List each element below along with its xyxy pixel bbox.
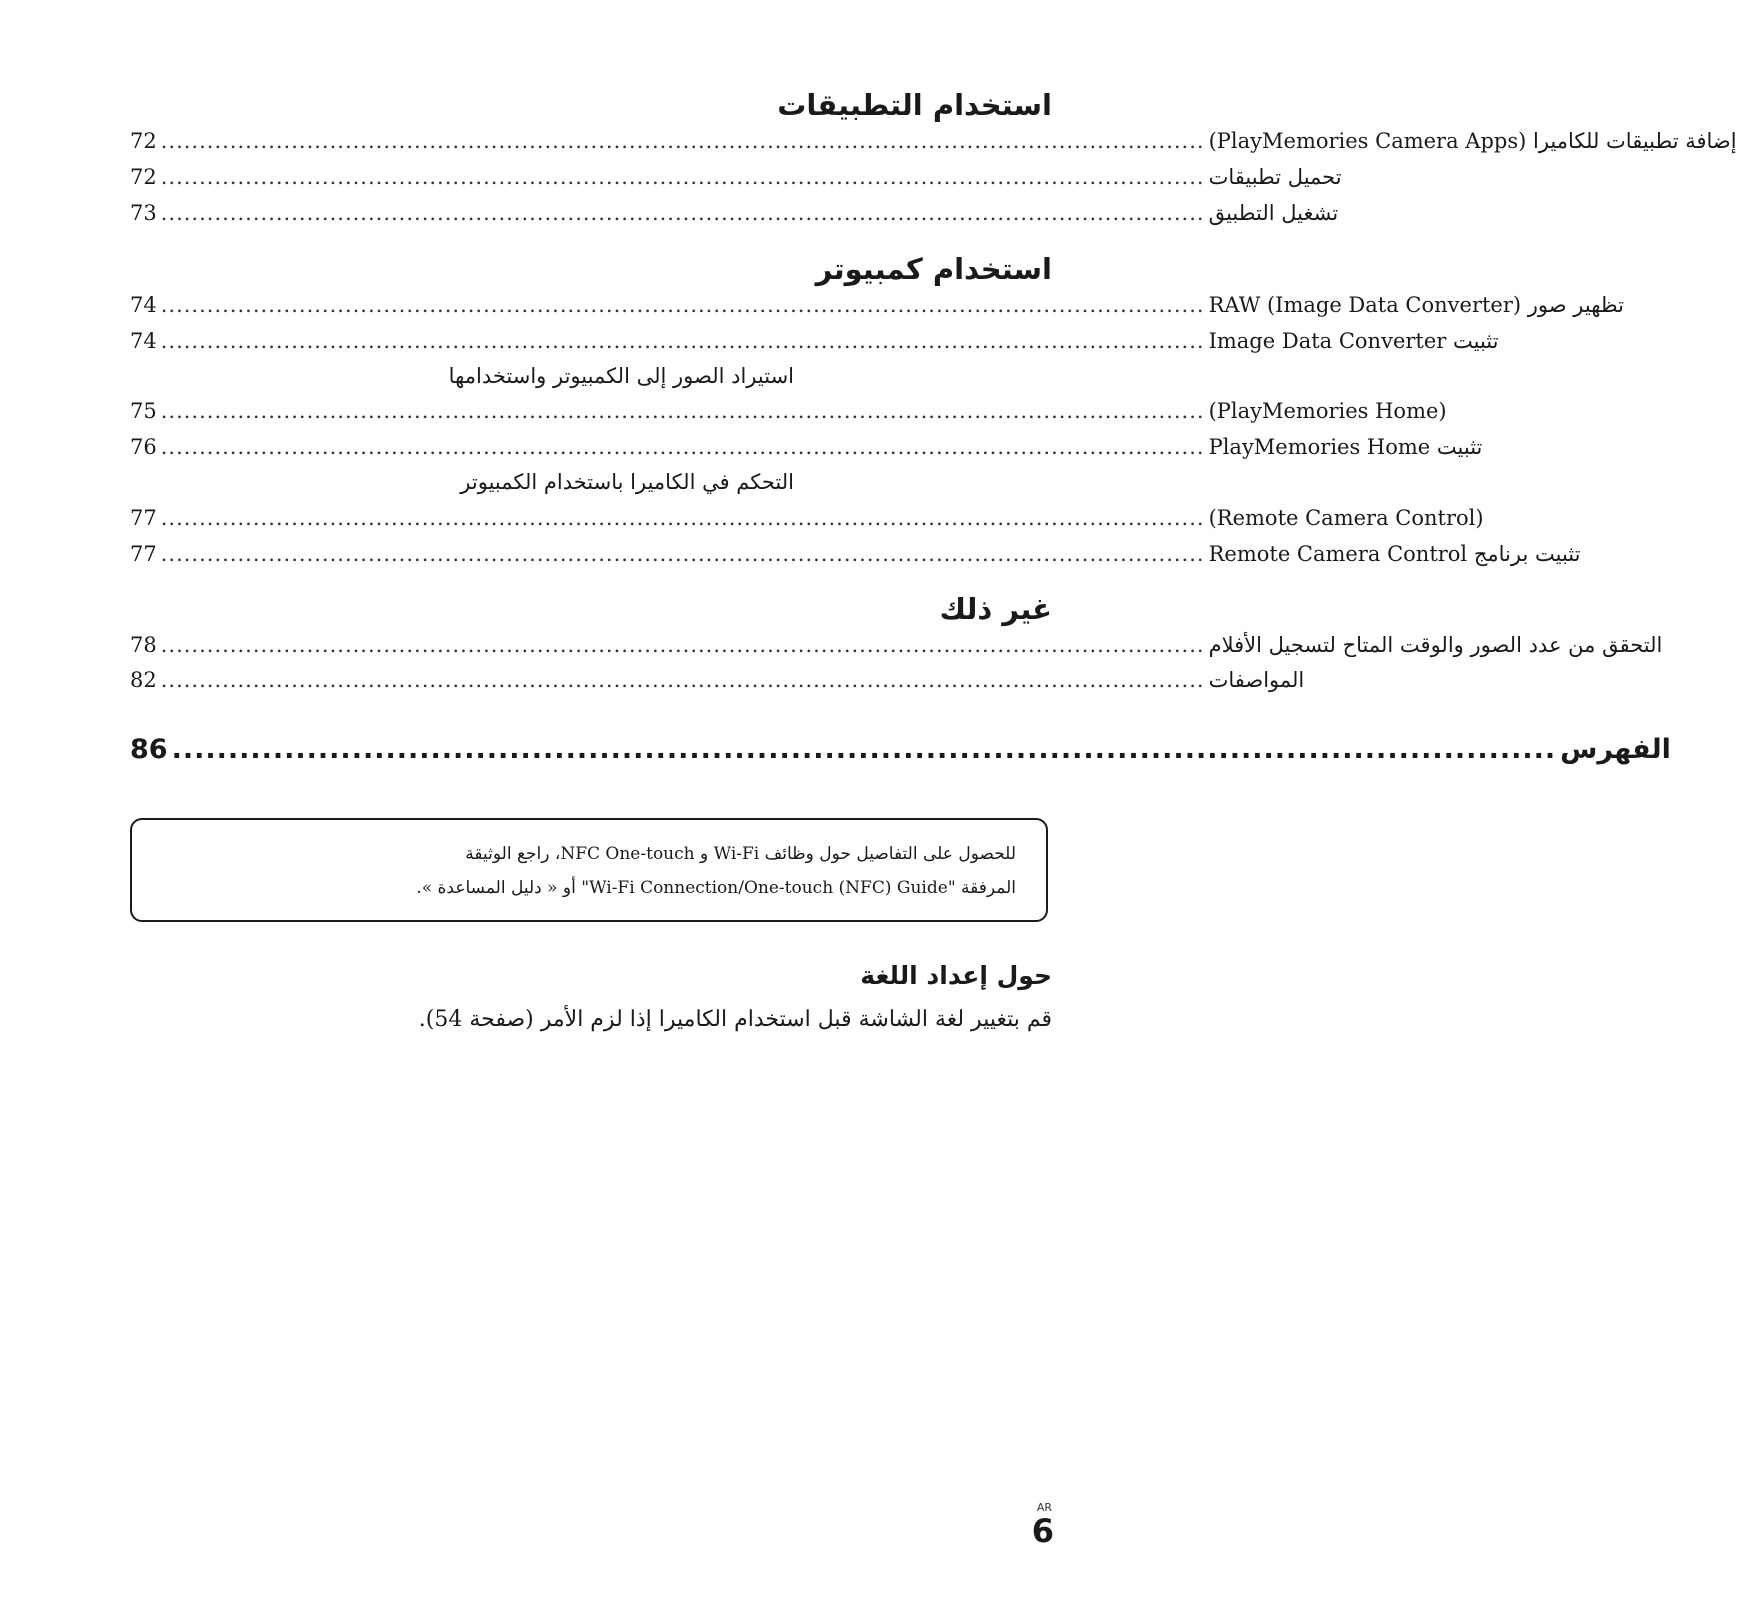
leader-dots: ........................................................................................................................................ (160, 329, 1205, 353)
toc-page-number: 77 (130, 542, 157, 566)
leader-dots: ........................................................................................................................................ (160, 293, 1205, 317)
toc-subheading-import: استيراد الصور إلى الكمبيوتر واستخدامها (448, 364, 794, 388)
toc-subheading-remote-control: التحكم في الكاميرا باستخدام الكمبيوتر (460, 470, 794, 494)
toc-label: تحميل تطبيقات (1208, 165, 1342, 189)
toc-page-number: 75 (130, 399, 157, 423)
toc-label: الفهرس (1560, 734, 1671, 765)
leader-dots: ........................................................................................................................... (171, 734, 1557, 765)
toc-entry-index[interactable] (130, 730, 1671, 770)
toc-label: تثبيت PlayMemories Home (1208, 435, 1483, 459)
toc-label: تشغيل التطبيق (1208, 201, 1339, 225)
toc-label: تثبيت Image Data Converter (1208, 329, 1499, 353)
toc-entry-add-apps[interactable] (130, 126, 1737, 156)
toc-label: (PlayMemories Home) (1208, 399, 1447, 423)
toc-page-number: 74 (130, 329, 157, 353)
toc-entry-remote-camera-control[interactable] (130, 503, 1484, 533)
toc-entry-playmemories-home[interactable] (130, 396, 1447, 426)
note-line-2: المرفقة "Wi-Fi Connection/One-touch (NFC) Guide" أو « دليل المساعدة ». (416, 878, 1016, 898)
leader-dots: ........................................................................................................................................ (160, 633, 1205, 657)
toc-label: تثبيت برنامج Remote Camera Control (1208, 542, 1581, 566)
toc-page-number: 73 (130, 201, 157, 225)
toc-entry-launch-app[interactable] (130, 198, 1339, 228)
leader-dots: ........................................................................................................................................ (160, 668, 1205, 692)
language-heading: حول إعداد اللغة (860, 961, 1052, 990)
section-title-other: غير ذلك (939, 592, 1052, 626)
toc-page-number: 72 (130, 165, 157, 189)
section-title-computer: استخدام كمبيوتر (815, 252, 1052, 286)
leader-dots: ........................................................................................................................................ (160, 165, 1205, 189)
toc-page-number: 76 (130, 435, 157, 459)
toc-page-number: 74 (130, 293, 157, 317)
toc-entry-specifications[interactable] (130, 665, 1305, 695)
language-text: قم بتغيير لغة الشاشة قبل استخدام الكاميرا إذا لزم الأمر (صفحة 54). (418, 1007, 1052, 1032)
toc-page-number: 77 (130, 506, 157, 530)
toc-entry-raw-development[interactable] (130, 290, 1624, 320)
note-line-1: للحصول على التفاصيل حول وظائف Wi-Fi و NFC One-touch، راجع الوثيقة (465, 844, 1016, 864)
info-note-box (130, 818, 1048, 922)
leader-dots: ........................................................................................................................................ (160, 506, 1205, 530)
toc-page-number: 78 (130, 633, 157, 657)
leader-dots: ........................................................................................................................................ (160, 201, 1205, 225)
leader-dots: ........................................................................................................................................ (160, 542, 1205, 566)
toc-label: (Remote Camera Control) (1208, 506, 1484, 530)
language-tag: AR (1036, 1501, 1052, 1514)
toc-entry-install-remote-control[interactable] (130, 539, 1581, 569)
toc-entry-install-playmemories[interactable] (130, 432, 1483, 462)
page-number: 6 (1031, 1512, 1054, 1550)
toc-label: إضافة تطبيقات للكاميرا (PlayMemories Camera Apps) (1208, 129, 1737, 153)
section-title-apps: استخدام التطبيقات (777, 88, 1052, 122)
toc-entry-install-idc[interactable] (130, 326, 1499, 356)
toc-label: المواصفات (1208, 668, 1305, 692)
toc-entry-download-apps[interactable] (130, 162, 1342, 192)
toc-label: التحقق من عدد الصور والوقت المتاح لتسجيل الأفلام (1208, 633, 1663, 657)
toc-page-number: 82 (130, 668, 157, 692)
toc-page-number: 86 (130, 734, 168, 765)
leader-dots: ........................................................................................................................................ (160, 435, 1205, 459)
toc-page-number: 72 (130, 129, 157, 153)
toc-label: تظهير صور RAW (Image Data Converter) (1208, 293, 1624, 317)
toc-entry-recording-capacity[interactable] (130, 630, 1663, 660)
leader-dots: ........................................................................................................................................ (160, 129, 1205, 153)
leader-dots: ........................................................................................................................................ (160, 399, 1205, 423)
